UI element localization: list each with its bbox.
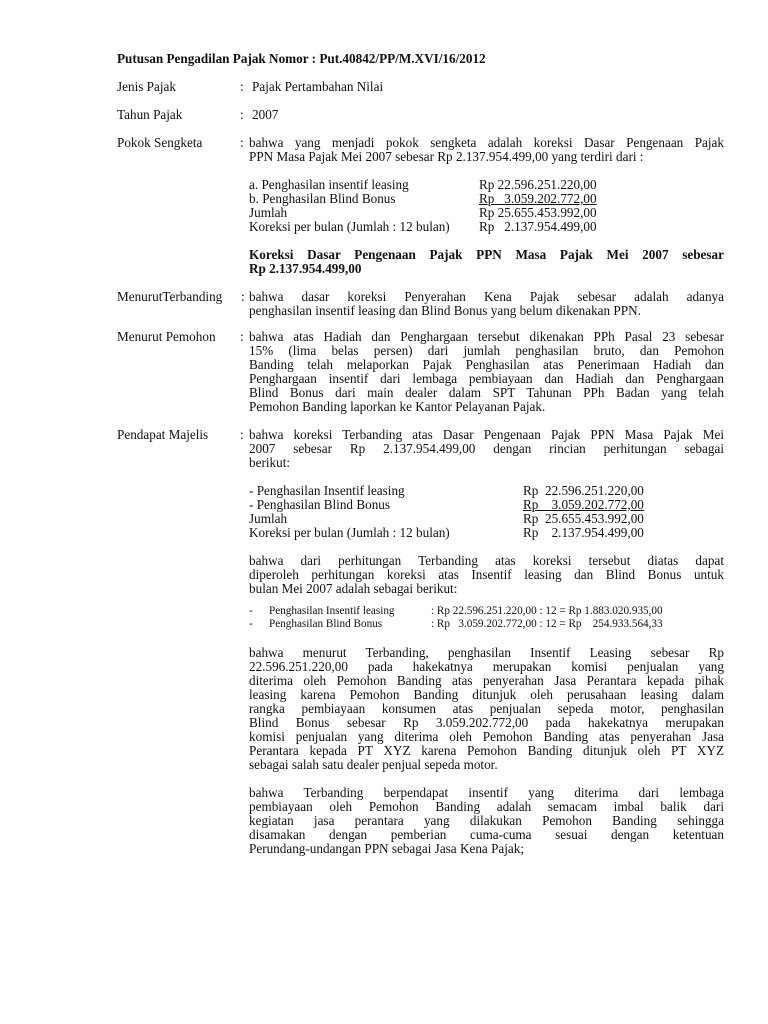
colon: : — [240, 427, 244, 442]
pokok-intro-line: PPN Masa Pajak Mei 2007 sebesar Rp 2.137.954.499,00 yang terdiri dari : — [249, 149, 644, 164]
body-line: berikut: — [249, 455, 291, 470]
body-line: Perundang-undangan PPN sebagai Jasa Kena Pajak; — [249, 841, 525, 856]
document-title: Putusan Pengadilan Pajak Nomor : Put.40842/PP/M.XVI/16/2012 — [117, 51, 486, 66]
calc-label: Penghasilan Insentif leasing — [269, 605, 395, 617]
calc-row — [249, 617, 724, 630]
calc-bullet: - — [249, 605, 253, 617]
label-pokok-sengketa: Pokok Sengketa — [117, 135, 203, 150]
row-value: Rp 3.059.202.772,00 — [479, 191, 597, 206]
body-line: disamakan dengan pemberian cuma-cuma sesuai dengan ketentuan — [249, 827, 724, 842]
body-line: Blind Bonus sebesar Rp 3.059.202.772,00 pada hakekatnya merupakan — [249, 715, 724, 730]
body-line: bahwa atas Hadiah dan Penghargaan tersebut dikenakan PPh Pasal 23 sebesar — [249, 329, 724, 344]
row-label: Koreksi per bulan (Jumlah : 12 bulan) — [249, 219, 450, 234]
calc-label: Penghasilan Blind Bonus — [269, 618, 383, 630]
table-row — [249, 498, 724, 512]
body-line: diperoleh perhitungan koreksi atas Insentif leasing dan Blind Bonus untuk — [249, 567, 724, 582]
row-value: Rp 22.596.251.220,00 — [523, 483, 644, 498]
colon: : — [240, 79, 244, 94]
table-row — [249, 484, 724, 498]
body-line: diterima oleh Pemohon Banding atas penyerahan Jasa Perantara kepada pihak — [249, 673, 724, 688]
row-label: b. Penghasilan Blind Bonus — [249, 191, 396, 206]
row-label: a. Penghasilan insentif leasing — [249, 177, 409, 192]
body-line: sebagai salah satu dealer penjual sepeda motor. — [249, 757, 498, 772]
calc-value: : Rp 3.059.202.772,00 : 12 = Rp 254.933.564,33 — [431, 618, 663, 630]
body-line: bulan Mei 2007 adalah sebagai berikut: — [249, 581, 458, 596]
terbanding-body — [249, 290, 724, 318]
calc-value: : Rp 22.596.251.220,00 : 12 = Rp 1.883.020.935,00 — [431, 605, 663, 617]
row-value: Rp 3.059.202.772,00 — [523, 497, 644, 512]
pokok-sengketa-body — [249, 136, 724, 276]
pokok-intro-line: bahwa yang menjadi pokok sengketa adalah koreksi Dasar Pengenaan Pajak — [249, 135, 724, 150]
body-line: bahwa dasar koreksi Penyerahan Kena Pajak sebesar adalah adanya — [249, 289, 724, 304]
body-line: 22.596.251.220,00 pada hakekatnya merupakan komisi penjualan yang — [249, 659, 724, 674]
table-row — [249, 178, 724, 192]
colon: : — [240, 107, 244, 122]
majelis-body — [249, 428, 724, 856]
body-line: bahwa dari perhitungan Terbanding atas koreksi tersebut diatas dapat — [249, 553, 724, 568]
body-line: pembiayaan oleh Pemohon Banding adalah semacam imbal balik dari — [249, 799, 724, 814]
table-row — [249, 526, 724, 540]
body-line: Blind Bonus dari main dealer dalam SPT Tahunan PPh Badan yang telah — [249, 385, 724, 400]
label-menurut-pemohon: Menurut Pemohon — [117, 329, 216, 344]
row-label: - Penghasilan Insentif leasing — [249, 483, 405, 498]
body-line: bahwa Terbanding berpendapat insentif yang diterima dari lembaga — [249, 785, 724, 800]
body-line: komisi penjualan yang diterima oleh Pemohon Banding atas penyerahan Jasa — [249, 729, 724, 744]
body-line: rangka pembiayaan konsumen atas penjualan sepeda motor, penghasilan — [249, 701, 724, 716]
colon: : — [240, 135, 244, 150]
colon: : — [240, 329, 244, 344]
body-line: Penghargaan insentif dari lembaga pembiayaan dan Hadiah dan Penghargaan — [249, 371, 724, 386]
row-value: Rp 25.655.453.992,00 — [479, 205, 597, 220]
row-label: Jumlah — [249, 511, 288, 526]
table-row — [249, 192, 724, 206]
row-value: Rp 2.137.954.499,00 — [523, 525, 644, 540]
pokok-heading: Koreksi Dasar Pengenaan Pajak PPN Masa Pajak Mei 2007 sebesar — [249, 247, 724, 262]
body-line: kegiatan jasa perantara yang dilakukan Pemohon Banding sehingga — [249, 813, 724, 828]
body-line: 15% (lima belas persen) dari jumlah penghasilan bruto, dan Pemohon — [249, 343, 724, 358]
body-line: 2007 sebesar Rp 2.137.954.499,00 dengan rincian perhitungan sebagai — [249, 441, 724, 456]
body-line: bahwa koreksi Terbanding atas Dasar Pengenaan Pajak PPN Masa Pajak Mei — [249, 427, 724, 442]
pokok-heading: Rp 2.137.954.499,00 — [249, 261, 362, 276]
table-row — [249, 512, 724, 526]
label-pendapat-majelis: Pendapat Majelis — [117, 427, 209, 442]
colon: : — [241, 289, 245, 304]
row-value: Rp 2.137.954.499,00 — [479, 219, 597, 234]
body-line: Pemohon Banding laporkan ke Kantor Pelayanan Pajak. — [249, 399, 546, 414]
row-value: Rp 25.655.453.992,00 — [523, 511, 644, 526]
body-line: leasing karena Pemohon Banding ditunjuk oleh perusahaan leasing dalam — [249, 687, 724, 702]
row-label: Koreksi per bulan (Jumlah : 12 bulan) — [249, 525, 450, 540]
label-jenis-pajak: Jenis Pajak — [117, 79, 176, 94]
value-tahun-pajak: 2007 — [252, 107, 279, 122]
label-tahun-pajak: Tahun Pajak — [117, 107, 183, 122]
table-row — [249, 206, 724, 220]
body-line: Banding telah melaporkan Pajak Penghasilan atas Penerimaan Hadiah dan — [249, 357, 724, 372]
row-label: - Penghasilan Blind Bonus — [249, 497, 391, 512]
body-line: bahwa menurut Terbanding, penghasilan Insentif Leasing sebesar Rp — [249, 645, 724, 660]
body-line: Perantara kepada PT XYZ karena Pemohon Banding ditunjuk oleh PT XYZ — [249, 743, 724, 758]
pemohon-body — [249, 330, 724, 414]
calc-row — [249, 604, 724, 617]
label-menurut-terbanding: MenurutTerbanding — [117, 289, 223, 304]
value-jenis-pajak: Pajak Pertambahan Nilai — [252, 79, 384, 94]
calc-bullet: - — [249, 618, 253, 630]
body-line: penghasilan insentif leasing dan Blind Bonus yang belum dikenakan PPN. — [249, 303, 641, 318]
row-label: Jumlah — [249, 205, 288, 220]
row-value: Rp 22.596.251.220,00 — [479, 177, 597, 192]
table-row — [249, 220, 724, 234]
